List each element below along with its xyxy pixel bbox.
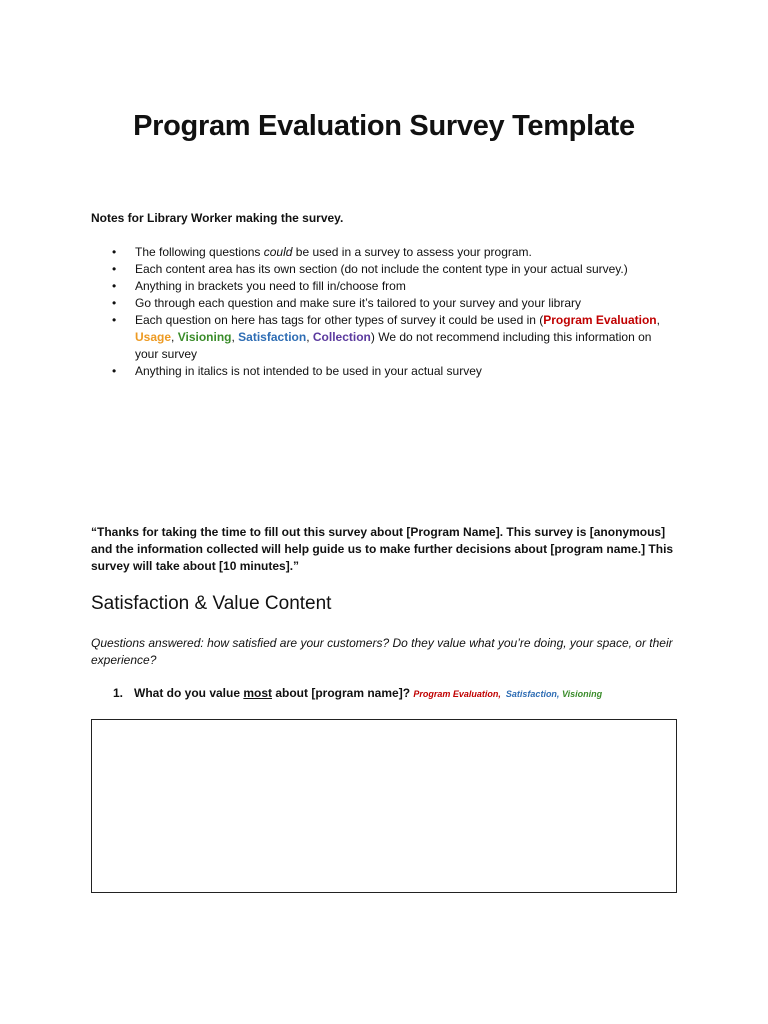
document-title: Program Evaluation Survey Template	[133, 110, 635, 142]
question-tag-visioning: Visioning	[561, 689, 603, 699]
question-tags	[413, 689, 602, 699]
bullet-item	[91, 244, 671, 261]
bullet-text: Each content area has its own section (do not include the content type in your actual survey.)	[135, 262, 628, 276]
tag-separator: ,	[231, 330, 239, 344]
tag-collection: Collection	[312, 330, 371, 344]
tag-visioning: Visioning	[177, 330, 232, 344]
tag-separator: ,	[656, 313, 660, 327]
section-heading: Satisfaction & Value Content	[91, 593, 332, 614]
bullet-item	[91, 312, 671, 363]
bullet-text: Go through each question and make sure it’s tailored to your survey and your library	[135, 296, 582, 310]
tag-separator: ,	[171, 330, 178, 344]
question-1	[91, 686, 602, 700]
tag-satisfaction: Satisfaction	[238, 330, 307, 344]
bullet-icon: •	[112, 245, 117, 259]
bullet-text: Anything in italics is not intended to be used in your actual survey	[135, 364, 482, 378]
answer-text-box[interactable]	[91, 719, 677, 893]
bullet-item	[91, 261, 671, 278]
question-emphasis: most	[243, 686, 273, 700]
notes-bullet-list	[91, 244, 671, 380]
bullet-icon: •	[112, 364, 117, 378]
tag-usage: Usage	[135, 330, 172, 344]
tag-separator: ,	[306, 330, 313, 344]
bullet-icon: •	[112, 313, 117, 327]
question-tag-program-evaluation: Program Evaluation,	[413, 689, 501, 699]
bullet-icon: •	[112, 279, 117, 293]
question-text: about [program name]?	[272, 686, 411, 700]
question-number: 1.	[113, 686, 124, 700]
bullet-item	[91, 278, 671, 295]
tag-program-evaluation: Program Evaluation	[543, 313, 657, 327]
question-text: What do you value	[134, 686, 244, 700]
survey-intro-quote: “Thanks for taking the time to fill out this survey about [Program Name]. This survey is [anonymous] and the information collected will help guide us to make further decisions about [program name.] This survey will take about [10 minutes].”	[91, 525, 674, 573]
notes-heading: Notes for Library Worker making the survey.	[91, 211, 344, 225]
bullet-item	[91, 295, 671, 312]
bullet-emphasis: could	[263, 245, 293, 259]
bullet-text: The following questions	[135, 245, 264, 259]
bullet-text: ) We do not recommend including this information on your survey	[135, 330, 652, 361]
bullet-icon: •	[112, 296, 117, 310]
question-tag-satisfaction: Satisfaction,	[505, 689, 560, 699]
section-description: Questions answered: how satisfied are your customers? Do they value what you’re doing, your space, or their experience?	[91, 636, 673, 667]
bullet-text: be used in a survey to assess your program.	[292, 245, 532, 259]
bullet-text: Anything in brackets you need to fill in/choose from	[135, 279, 406, 293]
bullet-text: Each question on here has tags for other types of survey it could be used in (	[135, 313, 544, 327]
bullet-icon: •	[112, 262, 117, 276]
bullet-item	[91, 363, 671, 380]
